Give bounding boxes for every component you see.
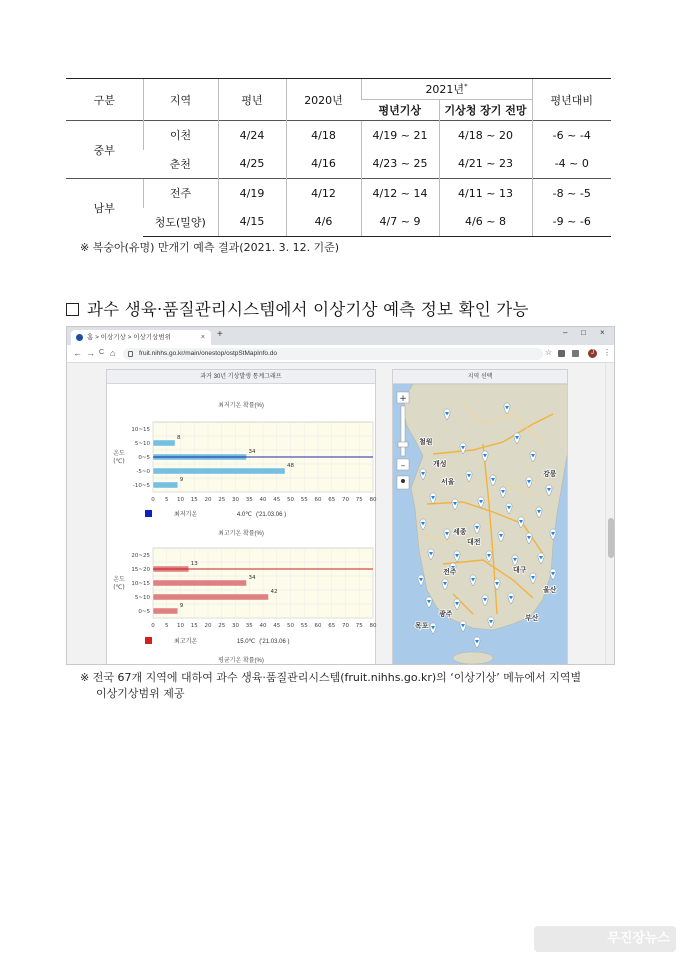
cell-region: 이천 [143,121,218,150]
zoom-in-icon: + [399,394,407,404]
zoom-slider-handle[interactable] [398,442,408,447]
footnote-line2: 이상기상범위 제공 [96,687,185,700]
cell-normal-weather: 4/7 ~ 9 [361,208,439,237]
min-temp-data-label: 8 [177,435,181,441]
min-temp-data-label: 48 [287,463,294,469]
min-temp-bar [153,468,285,474]
min-temp-category-label: 10~15 [131,427,150,433]
min-temp-legend-value: 4.0℃ [236,512,252,518]
min-temp-x-tick-label: 60 [314,497,322,503]
max-temp-y-axis-label: 온도 [113,576,125,583]
max-temp-x-tick-label: 20 [204,623,212,629]
map-city-label: 강릉 [543,470,557,478]
table-note: ※ 복숭아(유명) 만개기 예측 결과(2021. 3. 12. 기준) [80,241,340,254]
min-temp-x-tick-label: 45 [273,497,281,503]
puzzle-icon[interactable] [572,350,579,357]
min-temp-legend [145,509,286,518]
cell-normal: 4/25 [218,150,286,179]
cell-2020: 4/18 [286,121,361,150]
max-temp-x-tick-label: 0 [151,623,155,629]
max-temp-x-tick-label: 55 [300,623,308,629]
map-city-label: 세종 [453,528,467,536]
korea-map[interactable] [393,384,568,665]
max-temp-category-label: 10~15 [131,581,150,587]
min-temp-data-label: 34 [248,449,256,455]
map-city-label: 전주 [443,568,457,576]
minimize-button[interactable]: – [563,328,568,337]
max-temp-x-tick-label: 45 [273,623,281,629]
map-city-label: 철원 [419,438,433,446]
min-temp-y-axis-label: (℃) [113,458,125,465]
max-temp-chart [107,542,377,632]
min-temp-x-tick-label: 15 [190,497,198,503]
max-temp-bar [153,594,269,600]
footnote-line1: ※ 전국 67개 지역에 대하여 과수 생육·품질관리시스템(fruit.nihhs.go.kr)의 ‘이상기상’ 메뉴에서 지역별 [80,671,582,684]
max-temp-x-tick-label: 15 [190,623,198,629]
max-temp-legend-date: ('21.03.06 ) [259,639,290,645]
cell-2020: 4/12 [286,179,361,208]
cell-kma-outlook: 4/21 ~ 23 [439,150,532,179]
url-field[interactable] [123,348,543,360]
min-temp-x-tick-label: 80 [369,497,377,503]
max-temp-legend [145,636,289,645]
min-temp-x-tick-label: 0 [151,497,155,503]
pegman-icon [401,479,405,483]
min-temp-x-tick-label: 75 [355,497,363,503]
min-temp-x-tick-label: 35 [245,497,253,503]
header-normal: 평년 [218,79,286,121]
cell-region: 전주 [143,179,218,208]
menu-icon[interactable]: ⋮ [603,348,611,357]
url-text: fruit.nihhs.go.kr/main/onestop/ostpStMapInfo.do [139,350,278,357]
cell-region: 청도(밀양) [143,208,218,237]
cell-normal-weather: 4/12 ~ 14 [361,179,439,208]
scrollbar-thumb[interactable] [608,518,614,558]
profile-avatar[interactable]: J [588,349,597,358]
watermark-text: 무진장뉴스 [607,931,670,946]
max-temp-data-label: 34 [248,575,256,581]
min-temp-y-axis-label: 온도 [113,450,125,457]
address-bar [67,345,615,363]
min-temp-x-tick-label: 40 [259,497,267,503]
close-window-button[interactable]: × [600,328,605,337]
min-temp-x-tick-label: 70 [342,497,349,503]
zoom-slider[interactable] [401,406,405,456]
checkbox-square-icon [66,303,79,316]
min-temp-category-label: 5~10 [134,441,150,447]
map-city-label: 목포 [415,622,429,630]
min-temp-x-tick-label: 20 [204,497,212,503]
max-temp-x-tick-label: 35 [245,623,253,629]
map-city-label: 개성 [433,460,447,468]
min-temp-x-tick-label: 55 [300,497,308,503]
region-map-panel [392,369,568,665]
new-tab-button[interactable]: + [217,329,223,340]
max-temp-x-tick-label: 80 [369,623,377,629]
max-temp-y-axis-label: (℃) [113,584,125,591]
min-temp-legend-label: 최저기온 [174,512,198,518]
cell-2020: 4/6 [286,208,361,237]
max-temp-x-tick-label: 30 [232,623,239,629]
header-category: 구분 [66,79,143,121]
header-2021-mark: * [464,82,468,91]
section-heading [66,296,529,320]
cell-normal: 4/15 [218,208,286,237]
section-central: 중부 [66,121,143,179]
max-temp-category-label: 0~5 [138,609,150,615]
map-city-label: 대전 [467,538,481,546]
max-temp-x-tick-label: 50 [287,623,294,629]
max-temp-category-label: 5~10 [134,595,150,601]
avg-temp-chart-title: 평균기온 확률(%) [218,658,264,664]
extension-icon[interactable] [558,350,565,357]
stats-graph-panel [106,369,376,665]
stats-panel-title: 과거 30년 기상발생 통계그래프 [107,370,375,384]
cell-normal-weather: 4/23 ~ 25 [361,150,439,179]
max-temp-x-tick-label: 5 [165,623,169,629]
min-temp-legend-date: ('21.03.06 ) [255,512,287,518]
lock-icon [128,351,133,357]
tab-bar [67,327,615,345]
map-city-label: 부산 [525,614,539,622]
favicon-icon [76,334,83,341]
cell-vs-normal: -8 ~ -5 [532,179,611,208]
min-temp-data-label: 9 [179,477,184,483]
tab-close-icon[interactable]: × [200,334,205,341]
header-normal-weather: 평년기상 [361,100,439,121]
header-2021-label: 2021년 [425,83,465,96]
browser-window [66,326,615,665]
header-2021 [361,79,532,100]
max-temp-x-tick-label: 10 [177,623,184,629]
min-temp-category-label: -5~0 [136,469,150,475]
reload-button[interactable]: C [99,349,105,356]
cell-region: 춘천 [169,157,191,171]
header-2020: 2020년 [286,79,361,121]
cell-normal: 4/24 [218,121,286,150]
min-temp-bar [153,440,175,446]
max-temp-data-label: 13 [190,561,198,567]
maximize-button[interactable]: □ [581,328,586,337]
page-viewport [67,363,615,665]
tab-title: 홈 > 이상기상 > 이상기상범위 [87,334,171,341]
max-temp-category-label: 20~25 [131,553,150,559]
min-temp-x-tick-label: 65 [328,497,336,503]
jeju-island [453,652,493,664]
max-temp-x-tick-label: 65 [328,623,336,629]
min-temp-category-label: -10~5 [132,483,150,489]
home-button[interactable]: ⌂ [110,348,116,358]
map-city-label: 광주 [439,610,453,618]
cell-2020: 4/16 [286,150,361,179]
header-region: 지역 [143,79,218,121]
section-heading-text: 과수 생육·품질관리시스템에서 이상기상 예측 정보 확인 가능 [87,300,529,319]
cell-kma-outlook: 4/6 ~ 8 [439,208,532,237]
cell-vs-normal: -6 ~ -4 [532,121,611,150]
min-temp-x-tick-label: 10 [177,497,184,503]
min-temp-x-tick-label: 5 [165,497,169,503]
max-temp-bar [153,608,178,614]
min-temp-category-label: 0~5 [138,455,150,461]
header-kma-outlook: 기상청 장기 전망 [439,100,532,121]
max-temp-x-tick-label: 25 [218,623,226,629]
cell-normal-weather: 4/19 ~ 21 [361,121,439,150]
map-city-label: 대구 [513,566,527,574]
min-temp-chart [107,416,377,506]
forward-button[interactable]: → [86,348,95,358]
min-temp-bar [153,482,178,488]
watermark-logo [534,926,676,952]
map-city-label: 서울 [441,478,455,486]
back-button[interactable]: ← [73,348,82,358]
bloom-forecast-table [66,78,611,237]
cell-vs-normal: -9 ~ -6 [532,208,611,237]
header-vs-normal: 평년대비 [532,79,611,121]
min-temp-x-tick-label: 30 [232,497,239,503]
max-temp-data-label: 9 [179,603,184,609]
max-temp-x-tick-label: 40 [259,623,267,629]
cell-normal: 4/19 [218,179,286,208]
zoom-out-icon: – [400,461,406,471]
page-scrollbar[interactable] [605,363,615,665]
max-temp-data-label: 42 [270,589,278,595]
min-temp-x-tick-label: 50 [287,497,294,503]
section-southern: 남부 [66,179,143,237]
browser-tab[interactable] [71,330,211,345]
min-temp-x-tick-label: 25 [218,497,226,503]
min-temp-legend-swatch [145,510,152,517]
min-temp-chart-title: 최저기온 확률(%) [218,403,264,409]
max-temp-x-tick-label: 70 [342,623,349,629]
max-temp-chart-title: 최고기온 확률(%) [218,531,264,537]
max-temp-legend-swatch [145,637,152,644]
max-temp-category-label: 15~20 [131,567,150,573]
max-temp-legend-label: 최고기온 [174,639,198,645]
cell-kma-outlook: 4/11 ~ 13 [439,179,532,208]
cell-kma-outlook: 4/18 ~ 20 [439,121,532,150]
max-temp-legend-value: 15.0℃ [236,639,256,645]
max-temp-x-tick-label: 60 [314,623,322,629]
map-city-label: 울산 [543,586,557,594]
cell-vs-normal: -4 ~ 0 [532,150,611,179]
map-panel-title: 지역 선택 [393,370,567,384]
max-temp-bar [153,580,247,586]
bookmark-star-icon[interactable]: ☆ [545,348,553,357]
max-temp-x-tick-label: 75 [355,623,363,629]
